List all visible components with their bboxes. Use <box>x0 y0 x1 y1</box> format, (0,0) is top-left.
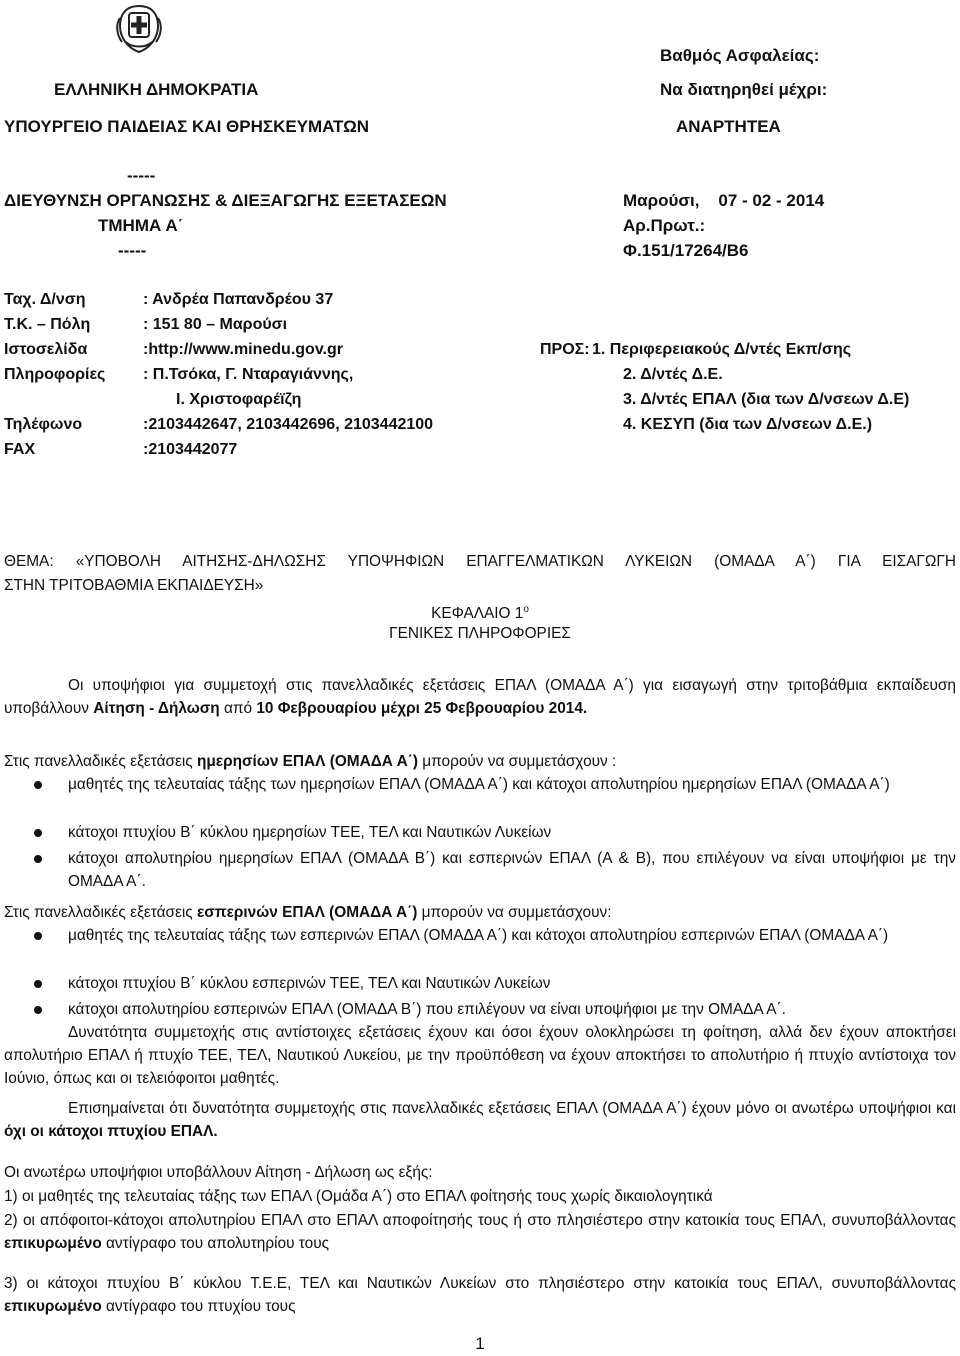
bullet-icon <box>34 1006 42 1014</box>
submission-item-2: 2) οι απόφοιτοι-κάτοχοι απολυτηρίου ΕΠΑΛ στο ΕΠΑΛ αποφοίτησής τους ή στο πλησιέστερο στην κατοικία τους ΕΠΑΛ, συνυποβάλλοντας επικυρωμένο αντίγραφο του απολυτηρίου τους <box>4 1212 956 1252</box>
address-label: Ταχ. Δ/νση <box>4 291 86 308</box>
protocol-number: Φ.151/17264/Β6 <box>623 241 749 260</box>
list-item: μαθητές της τελευταίας τάξης των εσπερινών ΕΠΑΛ (ΟΜΑΔΑ Α΄) και κάτοχοι απολυτηρίου εσπερινών ΕΠΑΛ (ΟΜΑΔΑ Α΄) <box>68 927 889 944</box>
bullet-icon <box>34 980 42 988</box>
place-date: Μαρούσι, 07 - 02 - 2014 <box>623 191 825 210</box>
subject-line-2: ΣΤΗΝ ΤΡΙΤΟΒΑΘΜΙΑ ΕΚΠΑΙΔΕΥΣΗ» <box>4 577 264 594</box>
submission-item-3: 3) οι κάτοχοι πτυχίου Β΄ κύκλου Τ.Ε.Ε, ΤΕΛ και Ναυτικών Λυκείων στο πλησιέστερο στην κατοικία τους ΕΠΑΛ, συνυποβάλλοντας επικυρωμένο αντίγραφο του πτυχίου τους <box>4 1275 956 1315</box>
phone-label: Τηλέφωνο <box>4 416 83 433</box>
possibility-paragraph: Δυνατότητα συμμετοχής στις αντίστοιχες εξετάσεις έχουν και όσοι έχουν ολοκληρώσει τη φοίτηση, αλλά δεν έχουν αποκτήσει απολυτήριο ΕΠΑΛ ή πτυχίο ΤΕΕ, ΤΕΛ, Ναυτικού Λυκείου, με την προϋπόθεση να έχουν αποκτήσει το απολυτήριο ή πτυχίο αντίστοιχα τον Ιούνιο, όπως και οι τελειόφοιτοι μαθητές. <box>4 1024 956 1087</box>
emphasis-paragraph: Επισημαίνεται ότι δυνατότητα συμμετοχής στις πανελλαδικές εξετάσεις ΕΠΑΛ (ΟΜΑΔΑ Α΄) έχουν μόνο οι ανωτέρω υποψήφιοι και όχι οι κάτοχοι πτυχίου ΕΠΑΛ. <box>4 1100 956 1140</box>
submission-intro: Οι ανωτέρω υποψήφιοι υποβάλλουν Αίτηση - Δήλωση ως εξής: <box>4 1164 433 1181</box>
list-item: κάτοχοι πτυχίου Β΄ κύκλου εσπερινών ΤΕΕ, ΤΕΛ και Ναυτικών Λυκείων <box>68 975 551 992</box>
evening-intro: Στις πανελλαδικές εξετάσεις εσπερινών ΕΠΑΛ (ΟΜΑΔΑ Α΄) μπορούν να συμμετάσχουν: <box>4 904 612 921</box>
list-item: κάτοχοι πτυχίου Β΄ κύκλου ημερησίων ΤΕΕ, ΤΕΛ και Ναυτικών Λυκείων <box>68 824 552 841</box>
submission-item-1: 1) οι μαθητές της τελευταίας τάξης των ΕΠΑΛ (Ομάδα Α΄) στο ΕΠΑΛ φοίτησής τους χωρίς δικαιολογητικά <box>4 1188 713 1205</box>
department-name: ΤΜΗΜΑ Α΄ <box>98 216 184 235</box>
recipient-item: 1. Περιφερειακούς Δ/ντές Εκπ/σης <box>592 341 852 358</box>
city-value: : 151 80 – Μαρούσι <box>143 316 288 333</box>
page-number: 1 <box>475 1334 485 1353</box>
bullet-icon <box>34 932 42 940</box>
list-item: κάτοχοι απολυτηρίου εσπερινών ΕΠΑΛ (ΟΜΑΔΑ Β΄) που επιλέγουν να είναι υποψήφιοι με την ΟΜΑΔΑ Α΄. <box>68 1001 786 1018</box>
address-value: : Ανδρέα Παπανδρέου 37 <box>143 291 334 308</box>
country-name: ΕΛΛΗΝΙΚΗ ΔΗΜΟΚΡΑΤΙΑ <box>54 80 259 99</box>
website-value[interactable]: :http://www.minedu.gov.gr <box>143 341 343 358</box>
bullet-icon <box>34 855 42 863</box>
separator: ----- <box>127 166 156 185</box>
separator: ----- <box>118 241 147 260</box>
greek-coat-of-arms-icon <box>116 4 162 54</box>
directorate-name: ΔΙΕΥΘΥΝΣΗ ΟΡΓΑΝΩΣΗΣ & ΔΙΕΞΑΓΩΓΗΣ ΕΞΕΤΑΣΕΩΝ <box>4 191 447 210</box>
intro-paragraph: Οι υποψήφιοι για συμμετοχή στις πανελλαδικές εξετάσεις ΕΠΑΛ (ΟΜΑΔΑ Α΄) για εισαγωγή στην τριτοβάθμια εκπαίδευση υποβάλλουν Αίτηση - Δήλωση από 10 Φεβρουαρίου μέχρι 25 Φεβρουαρίου 2014. <box>4 677 956 717</box>
phone-value: :2103442647, 2103442696, 2103442100 <box>143 416 434 433</box>
subject-line-1: ΘΕΜΑ: «ΥΠΟΒΟΛΗ ΑΙΤΗΣΗΣ-ΔΗΛΩΣΗΣ ΥΠΟΨΗΦΙΩΝ ΕΠΑΓΓΕΛΜΑΤΙΚΩΝ ΛΥΚΕΙΩΝ (ΟΜΑΔΑ Α΄) ΓΙΑ ΕΙΣΑΓΩΓΗ <box>4 553 956 570</box>
recipient-item: 4. ΚΕΣΥΠ (δια των Δ/νσεων Δ.Ε.) <box>623 416 873 433</box>
protocol-label: Αρ.Πρωτ.: <box>623 216 706 235</box>
recipient-item: 3. Δ/ντές ΕΠΑΛ (δια των Δ/νσεων Δ.Ε) <box>623 391 910 408</box>
bullet-icon <box>34 781 42 789</box>
bullet-icon <box>34 829 42 837</box>
recipient-item: 2. Δ/ντές Δ.Ε. <box>623 366 723 383</box>
list-item: μαθητές της τελευταίας τάξης των ημερησίων ΕΠΑΛ (ΟΜΑΔΑ Α΄) και κάτοχοι απολυτηρίου ημερησίων ΕΠΑΛ (ΟΜΑΔΑ Α΄) <box>68 776 890 793</box>
ministry-name: ΥΠΟΥΡΓΕΙΟ ΠΑΙΔΕΙΑΣ ΚΑΙ ΘΡΗΣΚΕΥΜΑΤΩΝ <box>4 117 370 136</box>
info-value-2: Ι. Χριστοφαρέϊζη <box>176 391 302 408</box>
retention-label: Να διατηρηθεί μέχρι: <box>660 80 828 99</box>
day-intro: Στις πανελλαδικές εξετάσεις ημερησίων ΕΠΑΛ (ΟΜΑΔΑ Α΄) μπορούν να συμμετάσχουν : <box>4 753 617 770</box>
chapter-superscript: ο <box>523 604 529 615</box>
info-value: : Π.Τσόκα, Γ. Νταραγιάννης, <box>143 366 354 383</box>
list-item: κάτοχοι απολυτηρίου ημερησίων ΕΠΑΛ (ΟΜΑΔΑ Β΄) και εσπερινών ΕΠΑΛ (Α & Β), που επιλέγουν να είναι υποψήφιοι με την ΟΜΑΔΑ Α΄. <box>68 850 956 890</box>
security-label: Βαθμός Ασφαλείας: <box>660 46 820 65</box>
fax-value: :2103442077 <box>143 441 238 458</box>
info-label: Πληροφορίες <box>4 366 106 383</box>
fax-label: FAX <box>4 441 36 458</box>
website-label: Ιστοσελίδα <box>4 341 88 358</box>
recipients-label: ΠΡΟΣ: <box>540 341 590 358</box>
chapter-title: ΓΕΝΙΚΕΣ ΠΛΗΡΟΦΟΡΙΕΣ <box>389 625 571 642</box>
posting-status: ΑΝΑΡΤΗΤΕΑ <box>676 117 781 136</box>
chapter-text: ΚΕΦΑΛΑΙΟ 1 <box>431 605 524 623</box>
city-label: Τ.Κ. – Πόλη <box>4 316 91 333</box>
